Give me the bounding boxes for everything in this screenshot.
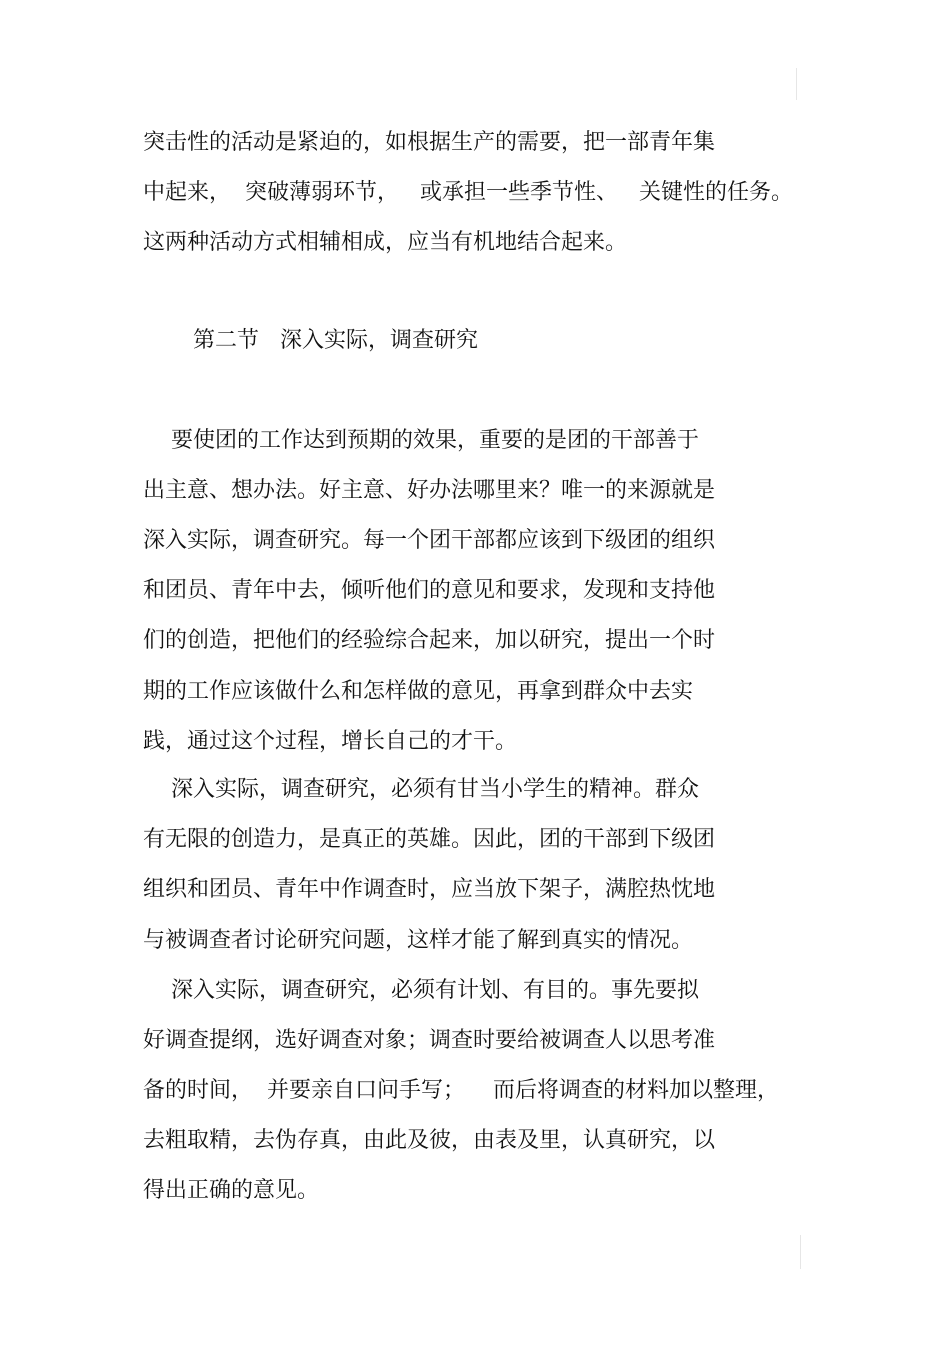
paragraph-1-line-1: 突击性的活动是紧迫的，如根据生产的需要，把一部青年集 <box>143 130 716 155</box>
paragraph-2-line-3: 深入实际，调查研究。每一个团干部都应该到下级团的组织 <box>143 528 716 553</box>
page-edge-mark-bottom <box>800 1235 801 1269</box>
paragraph-4-line-5: 得出正确的意见。 <box>143 1178 320 1203</box>
paragraph-3-line-2: 有无限的创造力，是真正的英雄。因此，团的干部到下级团 <box>143 827 716 852</box>
paragraph-3-line-3: 组织和团员、青年中作调查时，应当放下架子，满腔热忱地 <box>143 877 716 902</box>
paragraph-4-line-4: 去粗取精，去伪存真，由此及彼，由表及里，认真研究，以 <box>143 1128 716 1153</box>
page-edge-mark-top <box>796 68 797 100</box>
paragraph-2-line-4: 和团员、青年中去，倾听他们的意见和要求，发现和支持他 <box>143 578 716 603</box>
paragraph-4-line-2: 好调查提纲，选好调查对象；调查时要给被调查人以思考准 <box>143 1028 716 1053</box>
paragraph-2-line-2: 出主意、想办法。好主意、好办法哪里来？唯一的来源就是 <box>143 478 716 503</box>
paragraph-3-line-1: 深入实际，调查研究，必须有甘当小学生的精神。群众 <box>143 777 699 802</box>
paragraph-3-line-4: 与被调查者讨论研究问题，这样才能了解到真实的情况。 <box>143 928 694 953</box>
section-heading: 第二节 深入实际，调查研究 <box>193 328 478 353</box>
paragraph-1-line-2: 中起来， 突破薄弱环节， 或承担一些季节性、 关键性的任务。 <box>143 180 793 205</box>
paragraph-2-line-5: 们的创造，把他们的经验综合起来，加以研究，提出一个时 <box>143 628 716 653</box>
paragraph-2-line-1: 要使团的工作达到预期的效果，重要的是团的干部善于 <box>143 428 699 453</box>
paragraph-2-line-6: 期的工作应该做什么和怎样做的意见，再拿到群众中去实 <box>143 679 694 704</box>
paragraph-2-line-7: 践，通过这个过程，增长自己的才干。 <box>143 729 518 754</box>
paragraph-4-line-1: 深入实际，调查研究，必须有计划、有目的。事先要拟 <box>143 978 699 1003</box>
paragraph-4-line-3: 备的时间， 并要亲自口问手写； 而后将调查的材料加以整理， <box>143 1078 779 1103</box>
paragraph-1-line-3: 这两种活动方式相辅相成，应当有机地结合起来。 <box>143 230 628 255</box>
